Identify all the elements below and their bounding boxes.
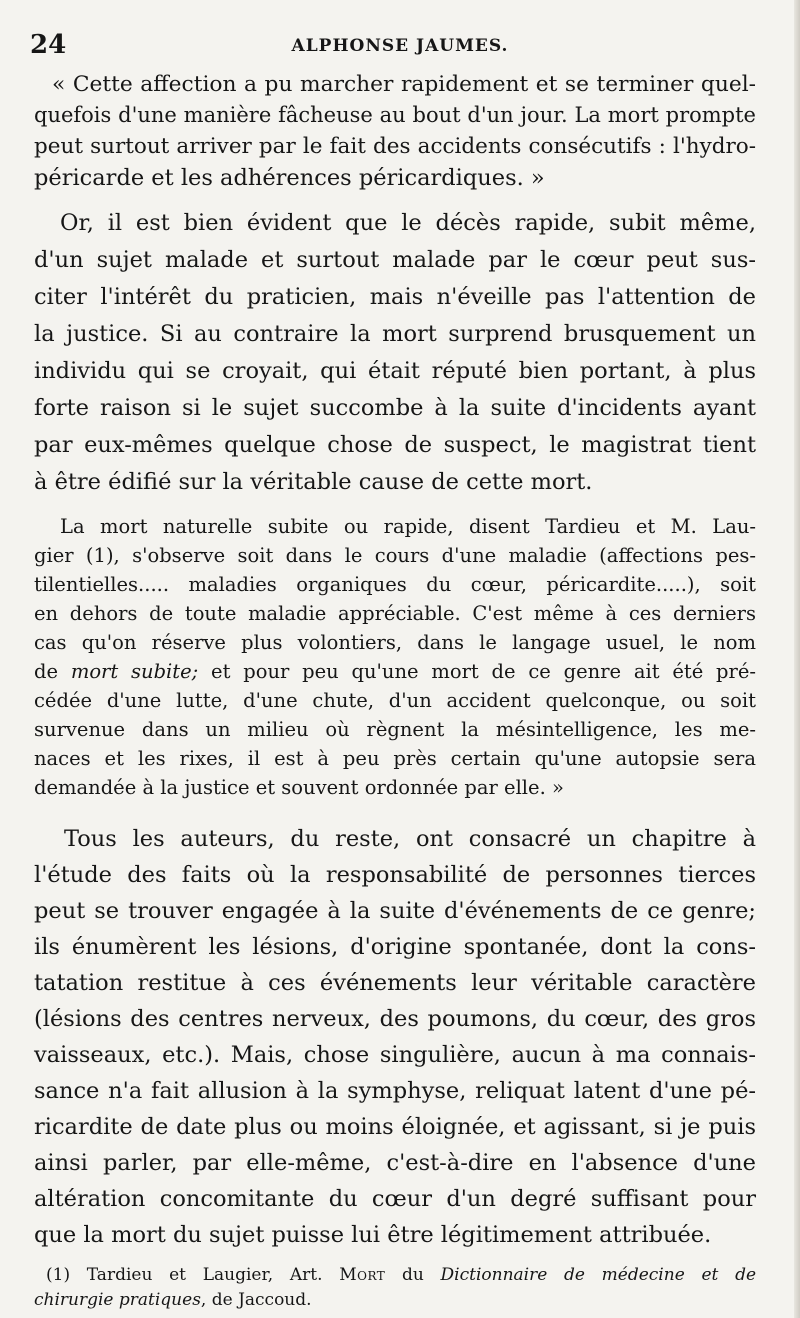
- p2-line: la justice. Si au contraire la mort surprend brusquement un: [34, 321, 756, 347]
- p3-line: survenue dans un milieu où règnent la mésintelligence, les me-: [34, 718, 756, 741]
- footnote-italic: Dictionnaire de médecine et de: [440, 1265, 757, 1285]
- p4-line: l'étude des faits où la responsabilité de personnes tierces: [34, 862, 756, 888]
- p3-line: cédée d'une lutte, d'une chute, d'un accident quelconque, ou soit: [34, 689, 756, 712]
- footnote-smallcaps: Mort: [339, 1265, 386, 1285]
- footnote: [46, 1265, 756, 1285]
- p4-line: que la mort du sujet puisse lui être légitimement attribuée.: [34, 1222, 712, 1248]
- p1-line: quefois d'une manière fâcheuse au bout d'un jour. La mort prompte: [34, 103, 756, 127]
- p1-line: péricarde et les adhérences péricardiques. »: [34, 165, 545, 191]
- p2-line: citer l'intérêt du praticien, mais n'éveille pas l'attention de: [34, 284, 756, 310]
- page-edge-shadow: [794, 0, 800, 1318]
- p4-line: ainsi parler, par elle-même, c'est-à-dire en l'absence d'une: [34, 1150, 756, 1176]
- p2-line: d'un sujet malade et surtout malade par le cœur peut sus-: [34, 247, 756, 273]
- p3-text: et pour peu qu'une mort de ce genre ait été pré-: [198, 660, 756, 683]
- p3-line: La mort naturelle subite ou rapide, disent Tardieu et M. Lau-: [60, 515, 756, 538]
- p3-italic-term: mort subite;: [70, 660, 199, 683]
- footnote-text: du: [385, 1265, 441, 1285]
- p3-line: demandée à la justice et souvent ordonnée par elle. »: [34, 776, 564, 799]
- p2-line: Or, il est bien évident que le décès rapide, subit même,: [60, 210, 756, 236]
- p4-line: tatation restitue à ces événements leur véritable caractère: [34, 970, 756, 996]
- p3-line: [34, 660, 756, 683]
- p3-line: en dehors de toute maladie appréciable. C'est même à ces derniers: [34, 602, 756, 625]
- footnote-italic: chirurgie pratiques: [34, 1290, 201, 1310]
- p4-line: ricardite de date plus ou moins éloignée, et agissant, si je puis: [34, 1114, 756, 1140]
- running-head: ALPHONSE JAUMES.: [291, 36, 509, 56]
- p3-line: tilentielles..... maladies organiques du cœur, péricardite.....), soit: [34, 573, 756, 596]
- p4-line: ils énumèrent les lésions, d'origine spontanée, dont la cons-: [34, 934, 756, 960]
- page-number: 24: [30, 30, 67, 60]
- p2-line: forte raison si le sujet succombe à la suite d'incidents ayant: [34, 395, 756, 421]
- p4-line: (lésions des centres nerveux, des poumons, du cœur, des gros: [34, 1006, 756, 1032]
- p2-line: à être édifié sur la véritable cause de cette mort.: [34, 469, 593, 495]
- p4-line: altération concomitante du cœur d'un degré suffisant pour: [34, 1186, 756, 1212]
- p3-line: gier (1), s'observe soit dans le cours d'une maladie (affections pes-: [34, 544, 756, 567]
- footnote-text: , de Jaccoud.: [200, 1290, 312, 1310]
- footnote-line2: [34, 1290, 756, 1310]
- footnote-text: (1) Tardieu et Laugier, Art.: [46, 1265, 340, 1285]
- p2-line: par eux-mêmes quelque chose de suspect, le magistrat tient: [34, 432, 756, 458]
- p3-line: cas qu'on réserve plus volontiers, dans le langage usuel, le nom: [34, 631, 756, 654]
- p3-line: naces et les rixes, il est à peu près certain qu'une autopsie sera: [34, 747, 756, 770]
- p4-line: Tous les auteurs, du reste, ont consacré un chapitre à: [64, 826, 756, 852]
- p4-line: sance n'a fait allusion à la symphyse, reliquat latent d'une pé-: [34, 1078, 756, 1104]
- p1-line: « Cette affection a pu marcher rapidement et se terminer quel-: [52, 72, 756, 97]
- p3-text: de: [34, 660, 71, 683]
- p4-line: peut se trouver engagée à la suite d'événements de ce genre;: [34, 898, 756, 924]
- p2-line: individu qui se croyait, qui était réputé bien portant, à plus: [34, 358, 756, 384]
- p4-line: vaisseaux, etc.). Mais, chose singulière, aucun à ma connais-: [34, 1042, 756, 1068]
- p1-line: peut surtout arriver par le fait des accidents consécutifs : l'hydro-: [34, 134, 756, 159]
